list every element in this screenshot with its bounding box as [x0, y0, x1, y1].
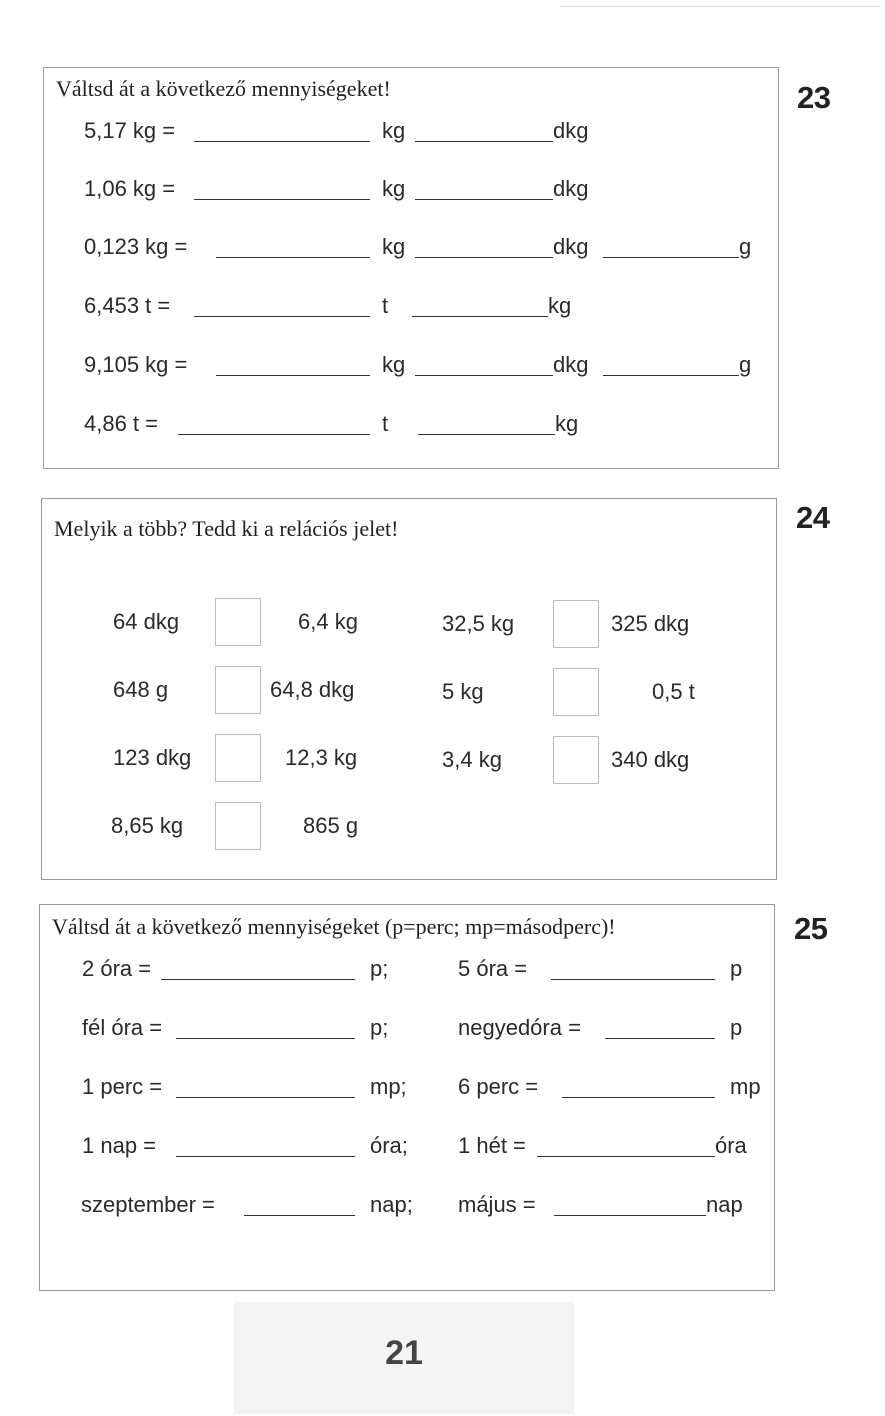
ex25-answer-blank[interactable]: [554, 1215, 706, 1216]
ex23-unit-1: t: [382, 293, 389, 318]
ex25-right-lhs: negyedóra =: [458, 1015, 581, 1040]
exercise-24-instruction: Melyik a több? Tedd ki a relációs jelet!: [54, 516, 399, 541]
ex25-left-lhs: 1 nap =: [82, 1133, 157, 1158]
ex24-right-quantity: 64,8 dkg: [270, 677, 355, 702]
ex25-right-unit: mp: [730, 1074, 761, 1099]
ex23-answer-blank[interactable]: [603, 257, 739, 258]
ex23-row-lhs: 4,86 t =: [84, 411, 159, 436]
ex25-right-unit: p: [730, 956, 743, 981]
ex24-right-quantity: 6,4 kg: [298, 609, 358, 634]
ex23-unit-2: dkg: [553, 234, 589, 259]
ex23-unit-3: g: [739, 352, 752, 377]
ex25-left-unit: mp;: [370, 1074, 407, 1099]
exercise-23-instruction: Váltsd át a következő mennyiségeket!: [56, 76, 391, 101]
ex23-unit-2: kg: [555, 411, 579, 436]
relation-sign-box[interactable]: [553, 668, 599, 716]
ex25-answer-blank[interactable]: [551, 979, 715, 980]
relation-sign-box[interactable]: [215, 734, 261, 782]
page-number: 21: [385, 1334, 423, 1372]
ex24-left-quantity: 123 dkg: [113, 745, 192, 770]
ex23-answer-blank[interactable]: [415, 257, 553, 258]
ex23-row-lhs: 9,105 kg =: [84, 352, 188, 377]
ex25-left-unit: óra;: [370, 1133, 408, 1158]
ex23-unit-1: kg: [382, 352, 406, 377]
ex25-left-unit: nap;: [370, 1192, 413, 1217]
ex25-answer-blank[interactable]: [161, 979, 355, 980]
ex23-row-lhs: 0,123 kg =: [84, 234, 188, 259]
ex23-unit-1: kg: [382, 118, 406, 143]
ex24-right-quantity: 865 g: [303, 813, 359, 838]
ex24-right-quantity: 340 dkg: [611, 747, 690, 772]
ex25-answer-blank[interactable]: [244, 1215, 355, 1216]
ex24-left-quantity: 648 g: [113, 677, 169, 702]
ex23-unit-2: kg: [548, 293, 572, 318]
ex23-answer-blank[interactable]: [178, 434, 370, 435]
ex24-right-quantity: 0,5 t: [652, 679, 695, 704]
ex25-answer-blank[interactable]: [537, 1156, 715, 1157]
ex25-left-lhs: fél óra =: [82, 1015, 163, 1040]
ex24-left-quantity: 5 kg: [442, 679, 484, 704]
ex23-row-lhs: 1,06 kg =: [84, 176, 176, 201]
ex23-row-lhs: 6,453 t =: [84, 293, 171, 318]
ex25-answer-blank[interactable]: [176, 1038, 355, 1039]
ex25-right-lhs: május =: [458, 1192, 536, 1217]
ex25-answer-blank[interactable]: [562, 1097, 715, 1098]
ex24-left-quantity: 32,5 kg: [442, 611, 515, 636]
ex23-row-lhs: 5,17 kg =: [84, 118, 176, 143]
ex23-answer-blank[interactable]: [194, 316, 370, 317]
ex23-unit-2: dkg: [553, 176, 589, 201]
relation-sign-box[interactable]: [215, 666, 261, 714]
ex24-left-quantity: 64 dkg: [113, 609, 180, 634]
ex25-right-lhs: 6 perc =: [458, 1074, 539, 1099]
ex23-answer-blank[interactable]: [216, 257, 370, 258]
top-edge-line: [560, 6, 880, 7]
ex25-answer-blank[interactable]: [605, 1038, 715, 1039]
ex24-left-quantity: 3,4 kg: [442, 747, 502, 772]
ex25-left-lhs: 1 perc =: [82, 1074, 163, 1099]
ex23-answer-blank[interactable]: [415, 141, 553, 142]
ex25-right-unit: p: [730, 1015, 743, 1040]
ex25-left-lhs: 2 óra =: [82, 956, 152, 981]
ex23-unit-2: dkg: [553, 118, 589, 143]
ex23-answer-blank[interactable]: [216, 375, 370, 376]
ex23-unit-1: kg: [382, 234, 406, 259]
ex25-right-lhs: 1 hét =: [458, 1133, 526, 1158]
ex25-answer-blank[interactable]: [176, 1156, 355, 1157]
ex23-answer-blank[interactable]: [194, 141, 370, 142]
ex25-right-lhs: 5 óra =: [458, 956, 528, 981]
exercise-25-instruction: Váltsd át a következő mennyiségeket (p=perc; mp=másodperc)!: [52, 914, 616, 939]
ex25-left-lhs: szeptember =: [81, 1192, 215, 1217]
ex24-right-quantity: 12,3 kg: [285, 745, 358, 770]
ex23-unit-2: dkg: [553, 352, 589, 377]
ex23-unit-3: g: [739, 234, 752, 259]
ex23-answer-blank[interactable]: [412, 316, 548, 317]
ex25-left-unit: p;: [370, 1015, 389, 1040]
ex25-answer-blank[interactable]: [176, 1097, 355, 1098]
ex23-answer-blank[interactable]: [415, 375, 553, 376]
relation-sign-box[interactable]: [215, 802, 261, 850]
ex24-right-quantity: 325 dkg: [611, 611, 690, 636]
ex23-unit-1: kg: [382, 176, 406, 201]
relation-sign-box[interactable]: [553, 600, 599, 648]
relation-sign-box[interactable]: [215, 598, 261, 646]
ex23-unit-1: t: [382, 411, 389, 436]
ex25-left-unit: p;: [370, 956, 389, 981]
exercise-24-number: 24: [796, 500, 830, 535]
ex25-right-unit: nap: [706, 1192, 743, 1217]
ex23-answer-blank[interactable]: [194, 199, 370, 200]
relation-sign-box[interactable]: [553, 736, 599, 784]
ex25-right-unit: óra: [715, 1133, 747, 1158]
exercise-23-number: 23: [797, 80, 831, 115]
ex23-answer-blank[interactable]: [415, 199, 553, 200]
ex24-left-quantity: 8,65 kg: [111, 813, 184, 838]
ex23-answer-blank[interactable]: [418, 434, 555, 435]
exercise-25-number: 25: [794, 911, 828, 946]
ex23-answer-blank[interactable]: [603, 375, 739, 376]
